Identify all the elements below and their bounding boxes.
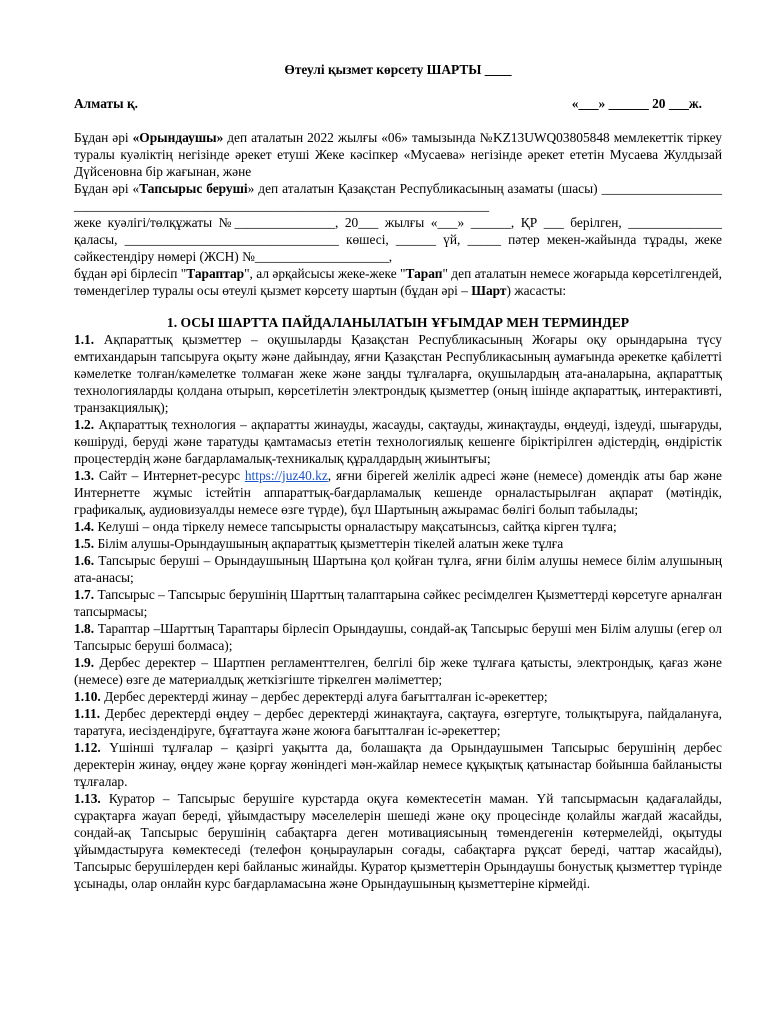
definition-item (74, 552, 722, 586)
item-number: 1.13. (74, 791, 101, 806)
item-number: 1.12. (74, 740, 101, 755)
contract-term: Шарт (471, 283, 507, 298)
text-span: бұдан әрі бірлесіп " (74, 266, 187, 281)
item-number: 1.10. (74, 689, 101, 704)
item-text: Дербес деректерді жинау – дербес деректерді алуға бағытталған іс-әрекеттер; (100, 689, 548, 704)
item-text: Ақпараттық технология – ақпаратты жинауды, жасауды, сақтауды, жинақтауды, өңдеуді, іздеуді, шығаруды, көшіруді, беруді және таратуды қамтамасыз ететін технологиялық кешенге біріктірілген әдістердің, өндірістік процестердің және бағдарламалық-техникалық құралдардың жиынтығы; (74, 417, 722, 466)
text-span: ", ал әрқайсысы жеке-жеке " (244, 266, 406, 281)
definition-item (74, 688, 722, 705)
item-text: Сайт – Интернет-ресурс (94, 468, 245, 483)
item-text: Тараптар –Шарттың Тараптары бірлесіп Орындаушы, сондай-ақ Тапсырыс беруші мен Білім алушы (егер ол Тапсырыс беруші болмаса); (74, 621, 722, 653)
item-number: 1.11. (74, 706, 101, 721)
item-text: Білім алушы-Орындаушының ақпараттық қызметтерін тікелей алатын жеке тұлға (94, 536, 564, 551)
text-span: Бұдан әрі « (74, 181, 140, 196)
preamble-id-details: жеке куәлігі/төлқұжаты №_______________, 20___ жылғы «___» ______, ҚР ___ берілген, ______________ қаласы, ________________________________ көшесі, ______ үй, _____ пәтер мекен-жайында тұрады, жеке сәйкестендіру нөмері (ЖСН) №____________________, (74, 215, 722, 264)
document-title: Өтеулі қызмет көрсету ШАРТЫ ____ (284, 62, 512, 77)
item-number: 1.5. (74, 536, 95, 551)
document-body (74, 61, 722, 892)
item-number: 1.9. (74, 655, 95, 670)
definition-item (74, 790, 722, 892)
definition-item (74, 467, 722, 518)
item-text: Куратор – Тапсырыс берушіге курстарда оқуға көмектесетін маман. Үй тапсырмасын қадағалайды, сұрақтарға жауап береді, ұйымдастыру мәселелерін шешеді және оқу процесінде қолайлы жағдай жасайды, сондай-ақ Тапсырыс берушінің сабақтарға деген мотивациясының төмендегенін көтермелейді, оқытуды ұйымдастыруға көмектеседі (телефон қоңырауларын соғады, сабақтарға рұқсат береді, чаттар жасайды), Тапсырыс берушілерден кері байланыс жинайды. Куратор қызметтерін Орындаушы бонустық қызметтер түрінде ұсынады, олар онлайн курс бағдарламасына және Орындаушының қызметтеріне кірмейді. (74, 791, 722, 891)
text-span: Бұдан әрі (74, 130, 133, 145)
preamble-executor (74, 129, 722, 180)
text-span: " деп аталатын немесе жоғарыда көрсетілгендей, төмендегілер туралы осы өтеулі қызмет көрсету шартын (бұдан әрі – (74, 266, 723, 298)
customer-term: Тапсырыс беруші (139, 181, 248, 196)
item-number: 1.4. (74, 519, 95, 534)
definition-item (74, 331, 722, 416)
item-number: 1.3. (74, 468, 95, 483)
text-span: деп аталатын 2022 жылғы «06» тамызында №KZ13UWQ03805848 мемлекеттік тіркеу туралы куәліктің негізінде әрекет етуші Жеке кәсіпкер «Мусаева» негізінде әрекет ететін Мусаева Жулдызай Дүйсеновна бір жағынан, және (74, 130, 722, 179)
website-link[interactable]: https://juz40.kz (244, 468, 328, 483)
definition-item (74, 535, 722, 552)
definition-item (74, 416, 722, 467)
item-number: 1.1. (74, 332, 95, 347)
item-number: 1.7. (74, 587, 95, 602)
text-span: ) жасасты: (506, 283, 567, 298)
section-1-title: 1. ОСЫ ШАРТТА ПАЙДАЛАНЫЛАТЫН ҰҒЫМДАР МЕН ТЕРМИНДЕР (166, 315, 630, 330)
definition-item (74, 705, 722, 739)
preamble-parties (74, 265, 722, 299)
preamble-customer (74, 180, 722, 214)
item-text: , яғни бірегей желілік адресі және (немесе) домендік аты бар және Интернетте жұмыс істейтін аппараттық-бағдарламалық кешенде орналастырылған ақпарат (мәтіндік, графикалық, аудиовизуалды немесе өзге түрде), бұл Шартының ажырамас бөлігі болып табылады; (74, 468, 722, 517)
item-text: Келуші – онда тіркелу немесе тапсырысты орналастыру мақсатынсыз, сайтқа кірген тұлға; (94, 519, 617, 534)
city-date-line (74, 95, 722, 112)
item-text: Үшінші тұлғалар – қазіргі уақытта да, болашақта да Орындаушымен Тапсырыс берушінің дербес деректерін жинау, өңдеу және қорғау жөніндегі мән-жайлар немесе құқықтық қатынастар бойынша байланысты тұлғалар. (74, 740, 722, 789)
item-text: Ақпараттық қызметтер – оқушыларды Қазақстан Республикасының Жоғары оқу орындарына түсу емтихандарын тапсыруға оқыту және дайындау, яғни Қазақстан Республикасының аумағында әрекетке қабілетті кәмелетке толған/кәмелетке толмаған жеке және заңды тұлғаларға, оқушылардың ата-аналарына, ақпараттық технологияларды қолдана отырып, көрсетілетін электрондық қызметтер (оның ішінде ақпараттық, интерактивті, транзакциялық); (74, 332, 722, 415)
text-span: » деп аталатын Қазақстан Республикасының азаматы (шасы) ________________________________________________________________________________ (74, 181, 722, 213)
item-text: Тапсырыс – Тапсырыс берушінің Шарттың талаптарына сәйкес ресімделген Қызметтерді көрсетуге арналған тапсырмасы; (74, 587, 722, 619)
city: Алматы қ. (74, 96, 139, 111)
item-number: 1.8. (74, 621, 95, 636)
item-number: 1.6. (74, 553, 95, 568)
definition-item (74, 739, 722, 790)
item-text: Дербес деректер – Шартпен регламенттелген, белгілі бір жеке тұлғаға қатысты, электрондық, қағаз және (немесе) өзге де материалдық жеткізгіште тіркелген мәліметтер; (74, 655, 722, 687)
item-text: Тапсырыс беруші – Орындаушының Шартына қол қойған тұлға, яғни білім алушы немесе білім алушының ата-анасы; (74, 553, 722, 585)
definition-item (74, 586, 722, 620)
definition-item (74, 518, 722, 535)
item-text: Дербес деректерді өңдеу – дербес деректерді жинақтауға, сақтауға, өзгертуге, толықтыруға, пайдалануға, таратуға, иесіздендіруге, бұғаттауға және жоюға бағытталған іс-әрекеттер; (74, 706, 722, 738)
executor-term: «Орындаушы» (132, 130, 224, 145)
definition-item (74, 620, 722, 654)
parties-term: Тараптар (186, 266, 245, 281)
contract-date: «___» ______ 20 ___ж. (571, 96, 702, 111)
item-number: 1.2. (74, 417, 95, 432)
definition-item (74, 654, 722, 688)
party-term: Тарап (405, 266, 443, 281)
